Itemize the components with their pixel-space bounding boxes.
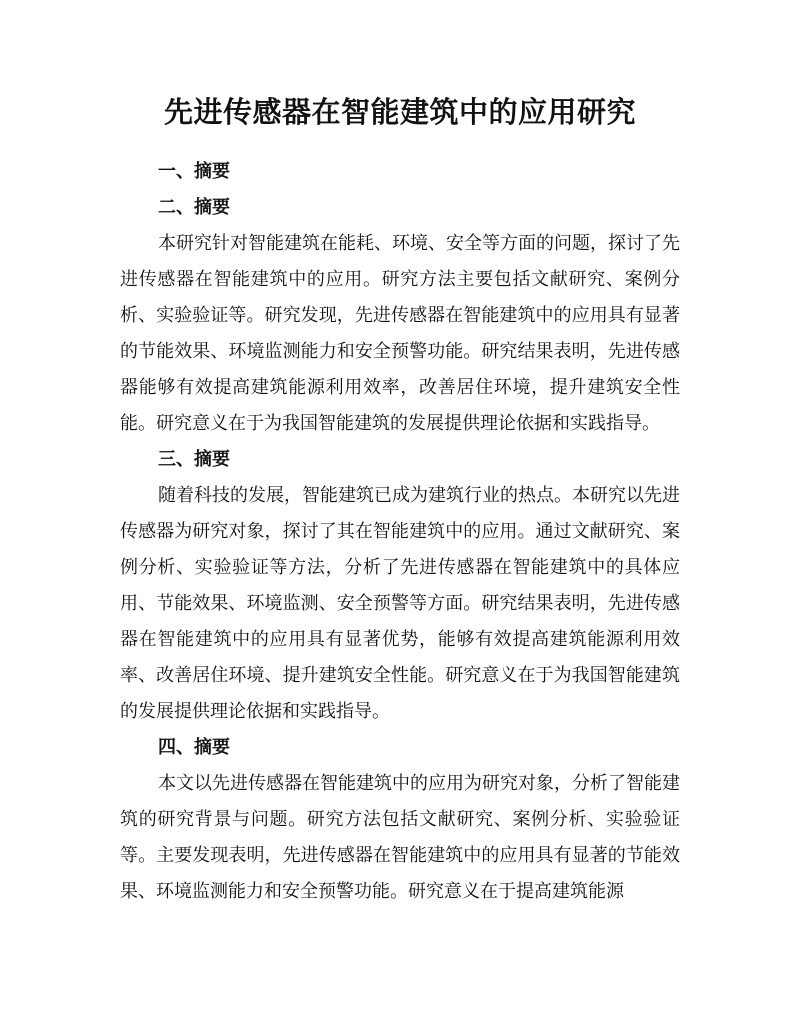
- section-2: [120, 190, 680, 442]
- section-heading: 三、摘要: [158, 449, 230, 470]
- document-title: 先进传感器在智能建筑中的应用研究: [163, 95, 636, 129]
- section-paragraph: 本研究针对智能建筑在能耗、环境、安全等方面的问题，探讨了先进传感器在智能建筑中的应用。研究方法主要包括文献研究、案例分析、实验验证等。研究发现，先进传感器在智能建筑中的应用具有显著的节能效果、环境监测能力和安全预警功能。研究结果表明，先进传感器能够有效提高建筑能源利用效率，改善居住环境，提升建筑安全性能。研究意义在于为我国智能建筑的发展提供理论依据和实践指导。: [120, 233, 680, 434]
- section-paragraph: 本文以先进传感器在智能建筑中的应用为研究对象，分析了智能建筑的研究背景与问题。研究方法包括文献研究、案例分析、实验验证等。主要发现表明，先进传感器在智能建筑中的应用具有显著的节能效果、环境监测能力和安全预警功能。研究意义在于提高建筑能源: [120, 773, 680, 902]
- section-heading: 四、摘要: [158, 737, 230, 758]
- section-1: [120, 154, 680, 190]
- section-4: [120, 730, 680, 910]
- section-paragraph: 随着科技的发展，智能建筑已成为建筑行业的热点。本研究以先进传感器为研究对象，探讨了其在智能建筑中的应用。通过文献研究、案例分析、实验验证等方法，分析了先进传感器在智能建筑中的具体应用、节能效果、环境监测、安全预警等方面。研究结果表明，先进传感器在智能建筑中的应用具有显著优势，能够有效提高建筑能源利用效率、改善居住环境、提升建筑安全性能。研究意义在于为我国智能建筑的发展提供理论依据和实践指导。: [120, 485, 680, 722]
- section-3: [120, 442, 680, 730]
- section-heading: 一、摘要: [158, 161, 230, 182]
- section-heading: 二、摘要: [158, 197, 230, 218]
